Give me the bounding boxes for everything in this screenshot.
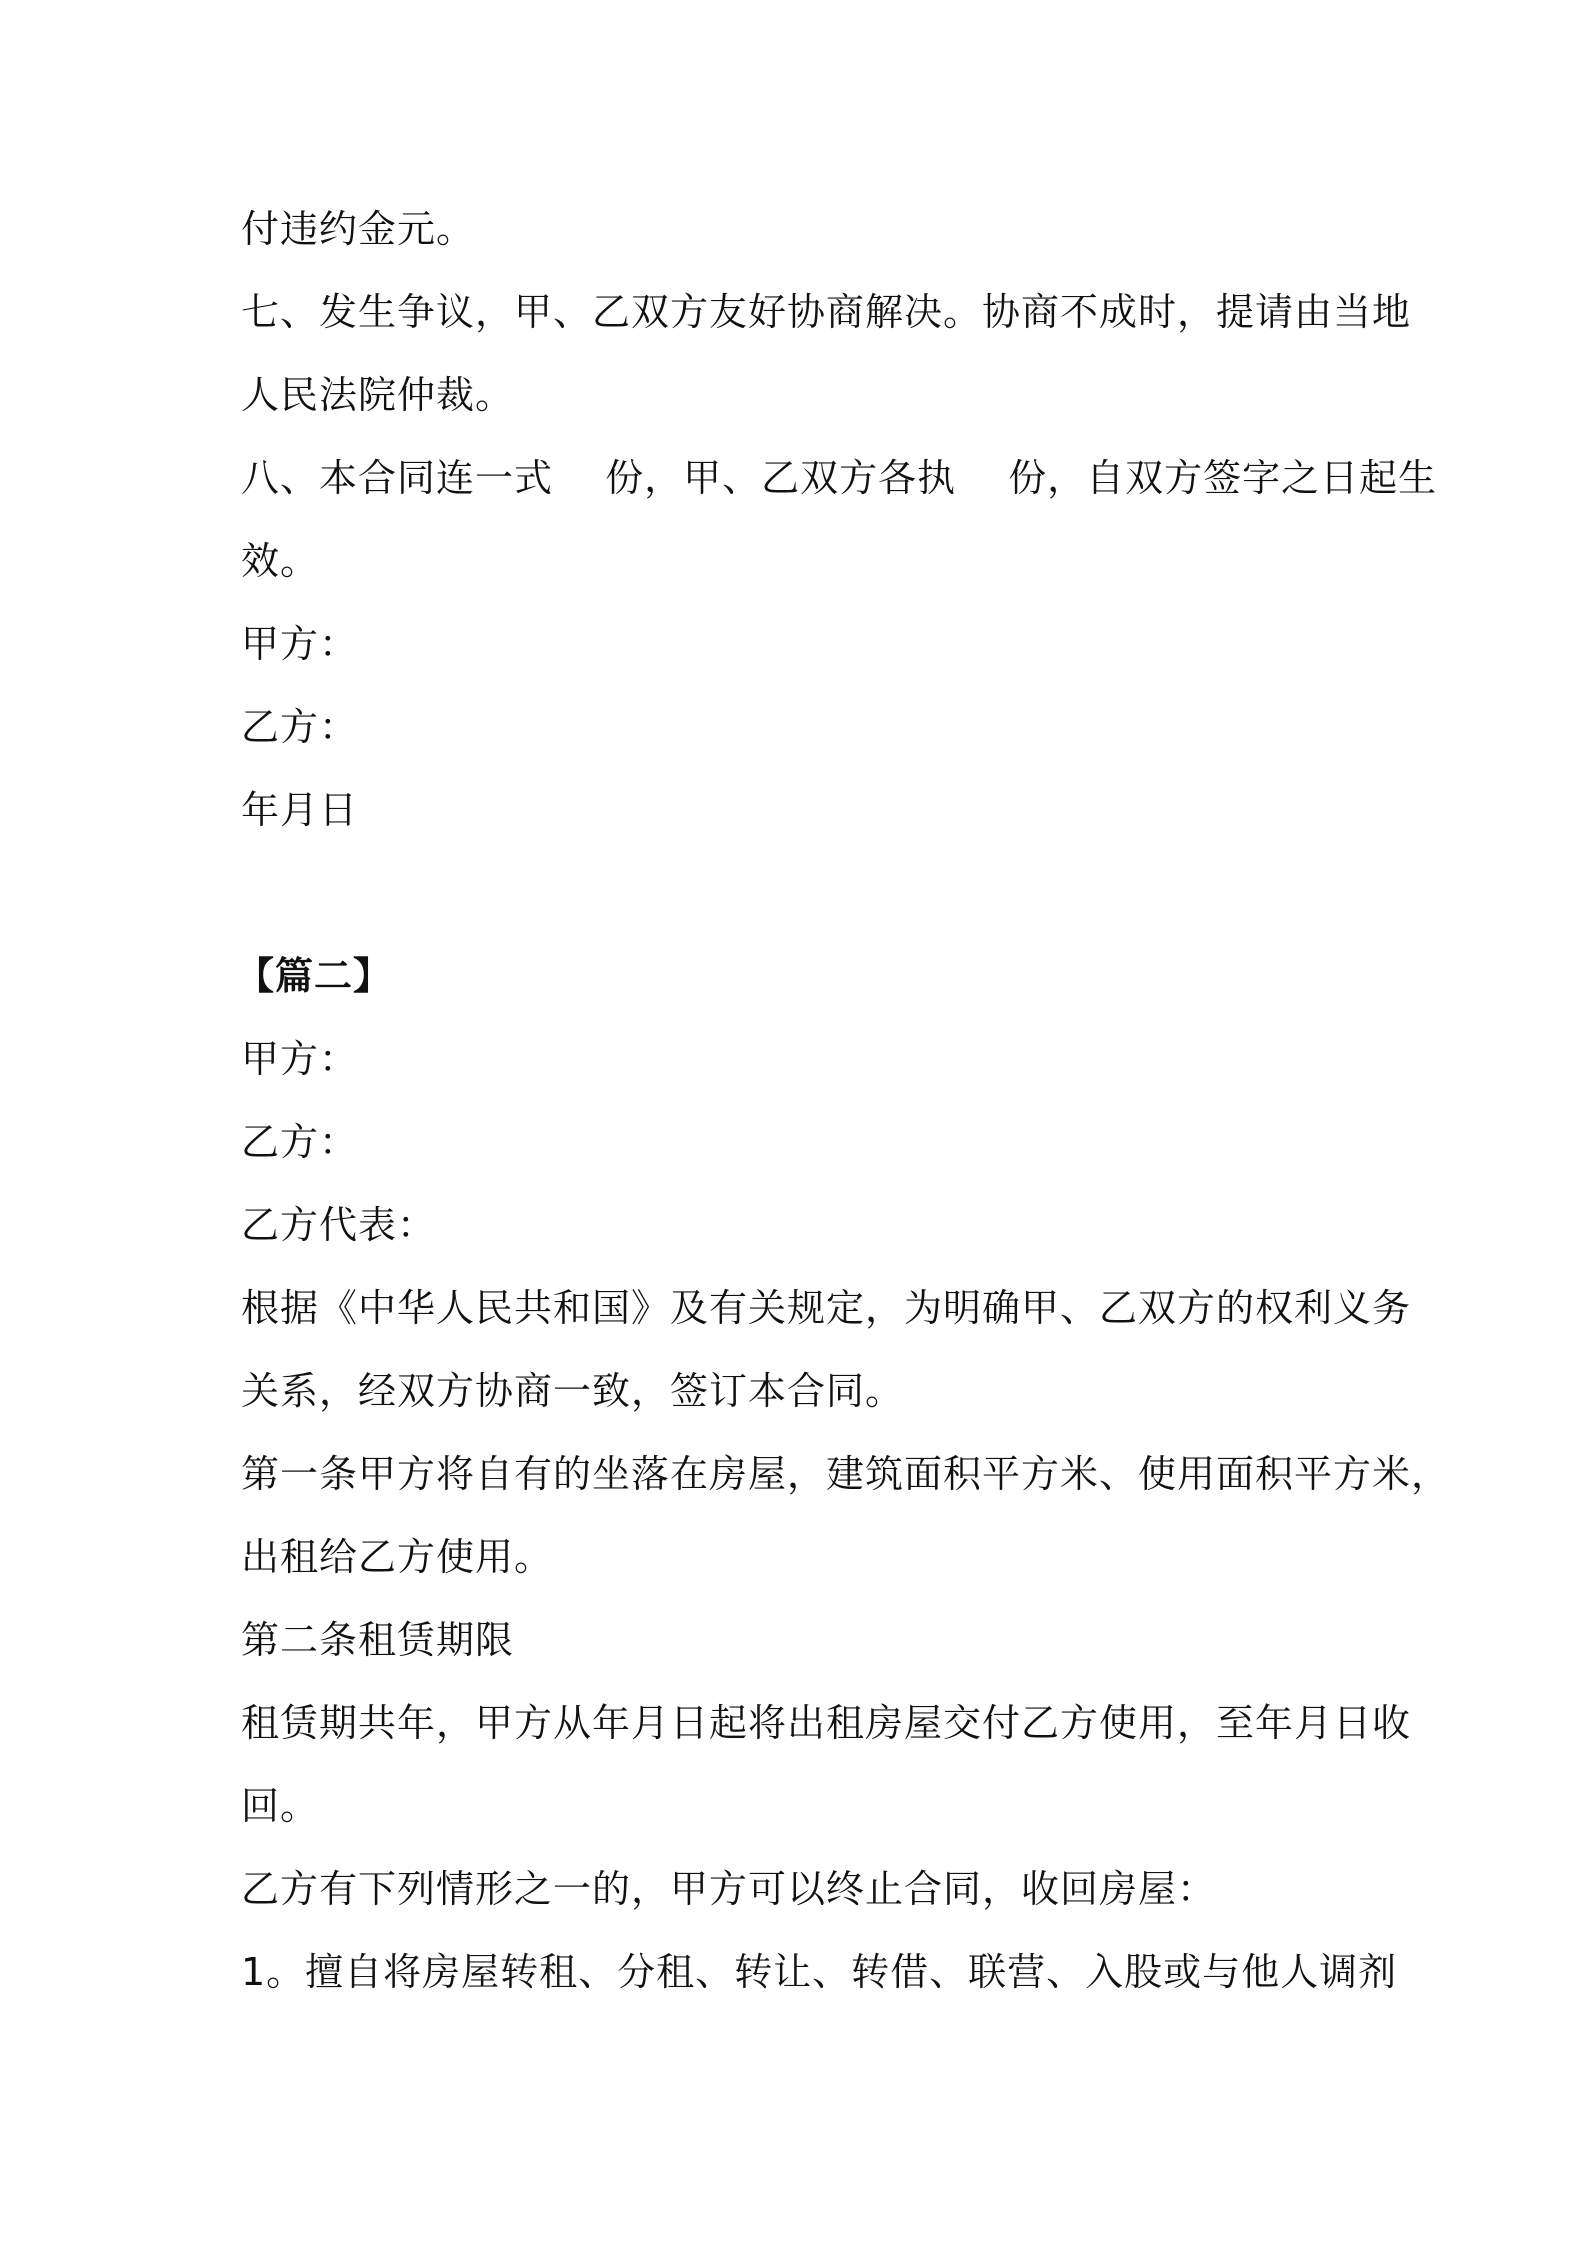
text-line: 出租给乙方使用。 (241, 1535, 554, 1579)
party-a-label: 甲方： (241, 1037, 359, 1081)
text-line: 付违约金元。 (241, 207, 476, 251)
text-line: 第一条甲方将自有的坐落在房屋，建筑面积平方米、使用面积平方米， (241, 1452, 1451, 1496)
party-b-representative-label: 乙方代表： (241, 1203, 437, 1247)
text-line: 效。 (241, 539, 320, 583)
text-line: 乙方有下列情形之一的，甲方可以终止合同，收回房屋： (241, 1867, 1217, 1911)
text-line: 1。擅自将房屋转租、分租、转让、转借、联营、入股或与他人调剂 (241, 1950, 1398, 1994)
text-line: 回。 (241, 1784, 320, 1828)
party-b-label: 乙方： (241, 1120, 359, 1164)
party-a-label: 甲方： (241, 622, 359, 666)
party-b-label: 乙方： (241, 705, 359, 749)
section-heading: 【篇二】 (236, 954, 393, 998)
text-line: 人民法院仲裁。 (241, 373, 515, 417)
text-line: 根据《中华人民共和国》及有关规定，为明确甲、乙双方的权利义务 (241, 1286, 1412, 1330)
text-line: 关系，经双方协商一致，签订本合同。 (241, 1369, 905, 1413)
article-heading: 第二条租赁期限 (241, 1618, 515, 1662)
text-line: 租赁期共年，甲方从年月日起将出租房屋交付乙方使用，至年月日收 (241, 1701, 1412, 1745)
text-line: 八、本合同连一式 份，甲、乙双方各执 份，自双方签字之日起生 (241, 456, 1438, 500)
text-line: 七、发生争议，甲、乙双方友好协商解决。协商不成时，提请由当地 (241, 290, 1412, 334)
date-label: 年月日 (241, 788, 359, 832)
